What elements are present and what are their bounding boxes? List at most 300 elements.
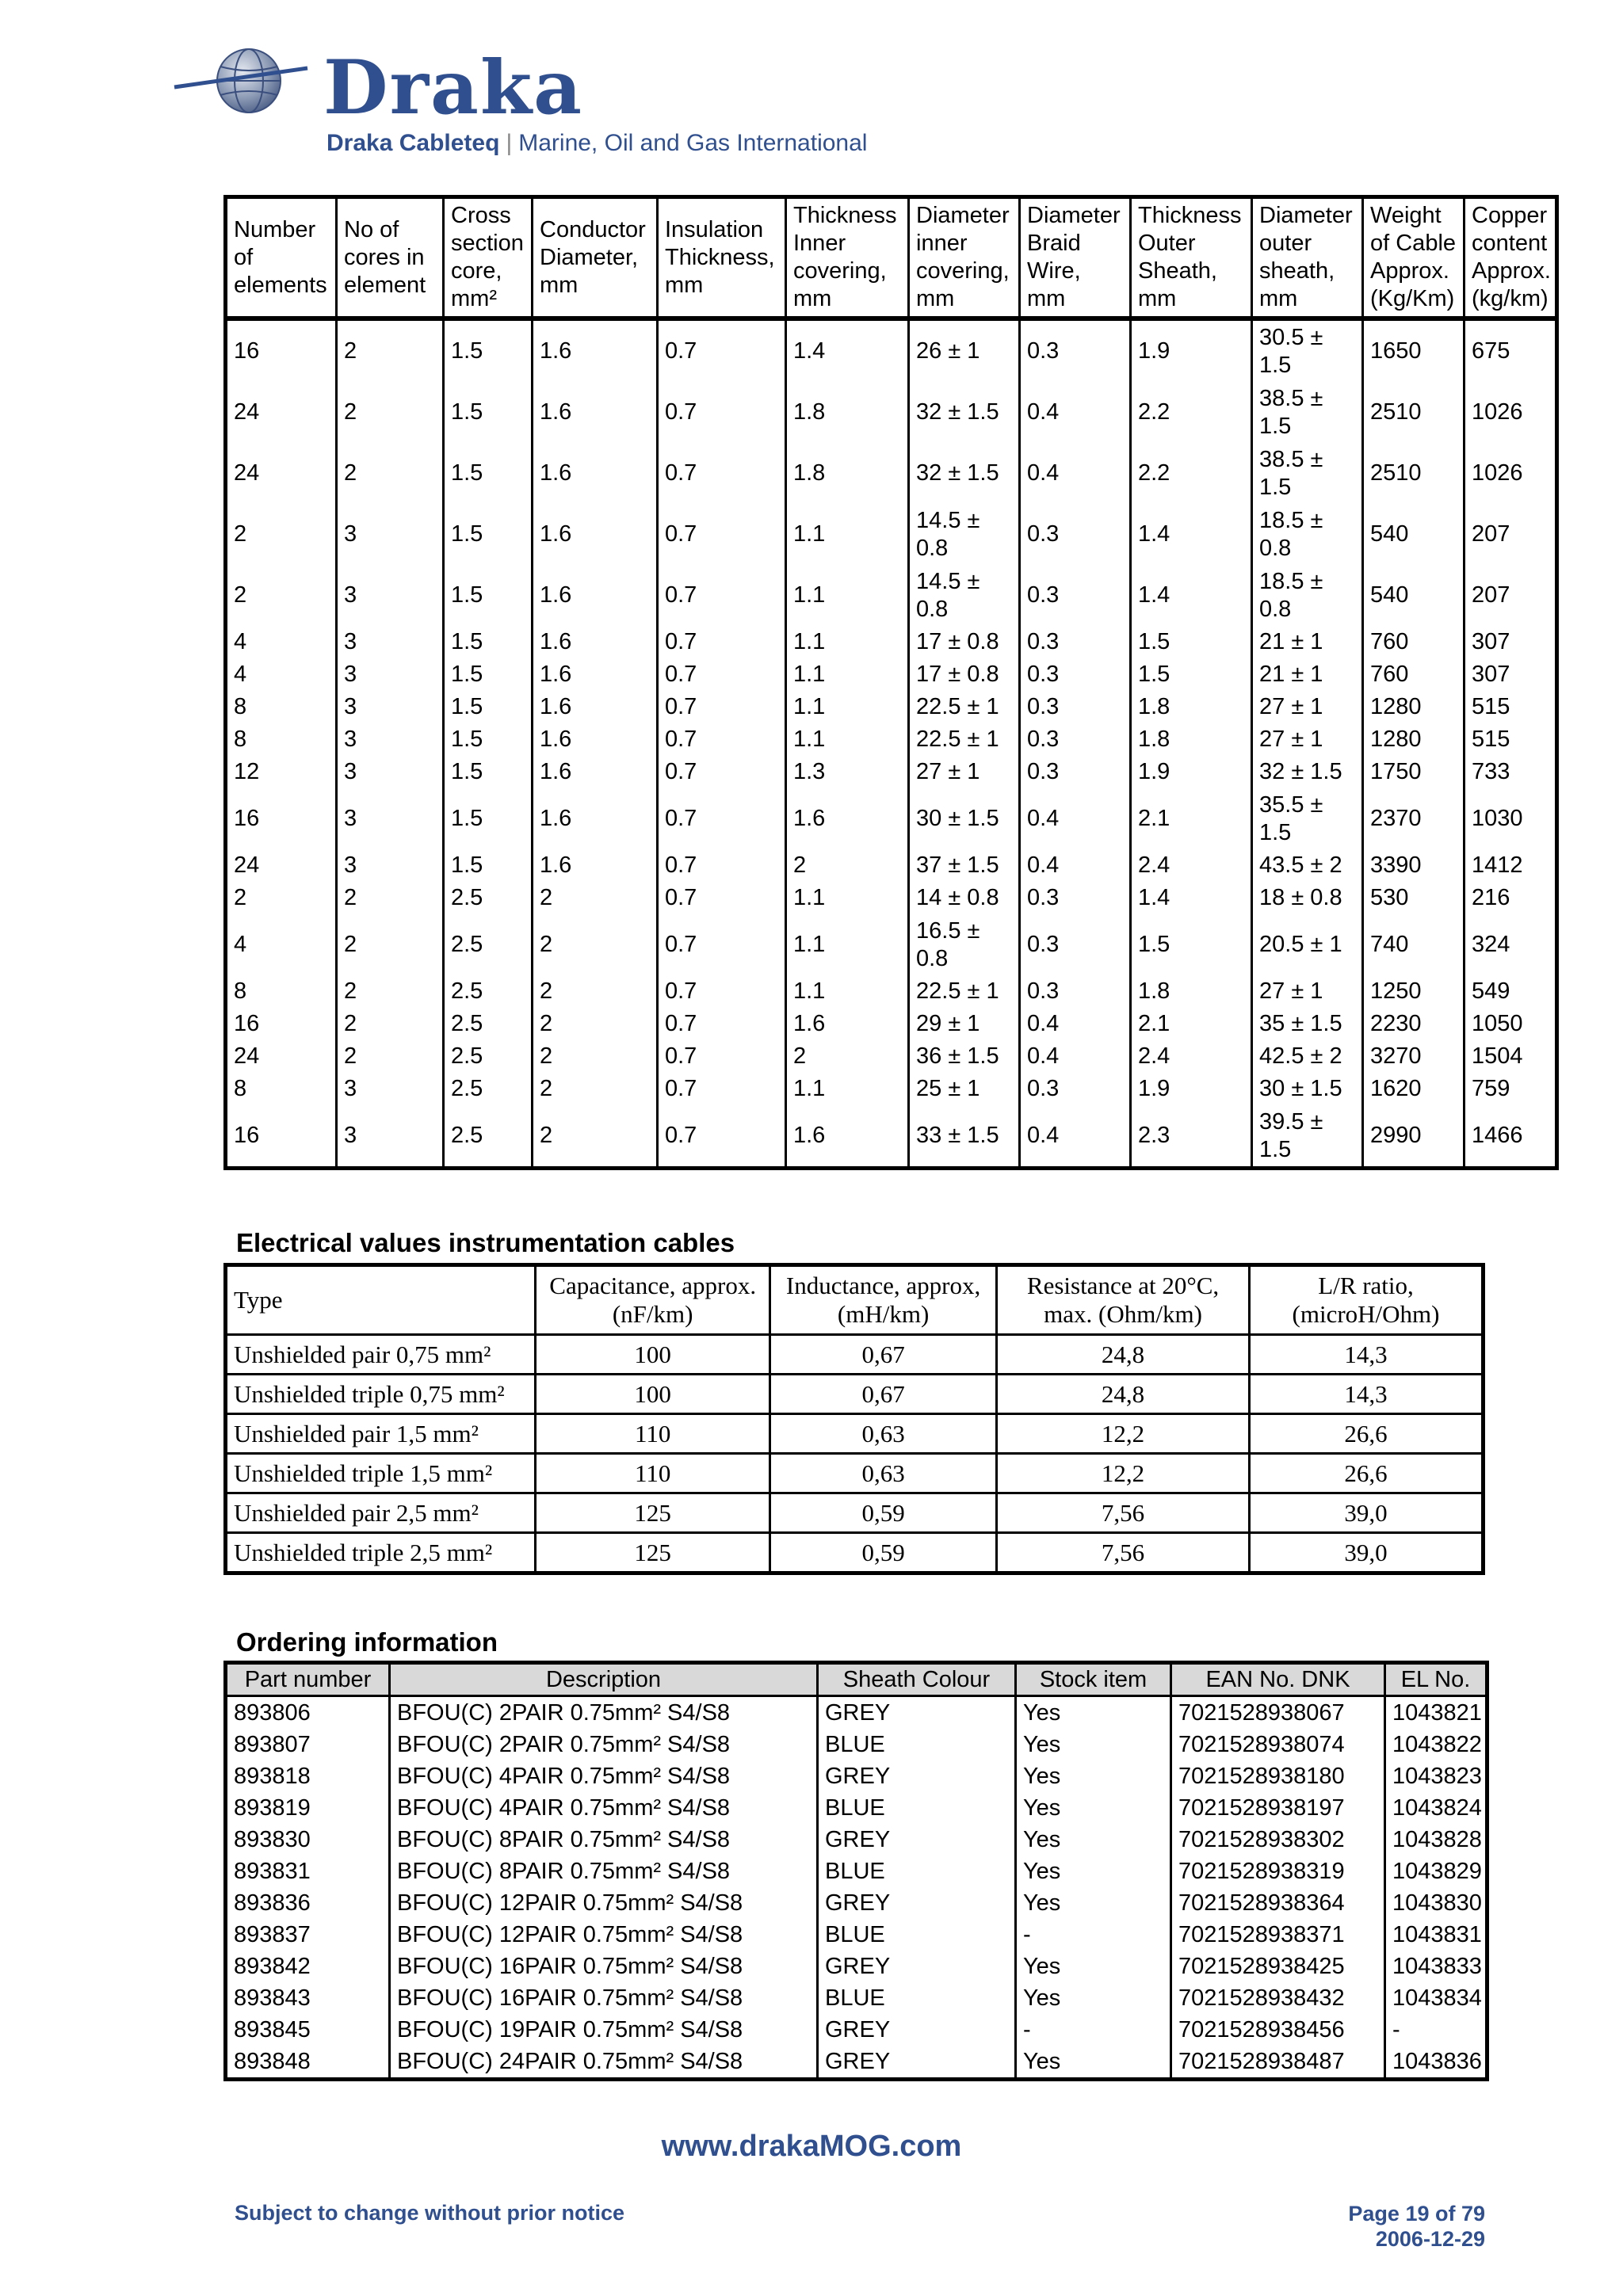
spec-cell: 2510 bbox=[1363, 382, 1465, 443]
table-row bbox=[226, 1073, 1557, 1105]
spec-cell: 2.2 bbox=[1131, 382, 1252, 443]
spec-cell: 27 ± 1 bbox=[1252, 723, 1363, 756]
spec-cell: 2 bbox=[337, 975, 444, 1008]
spec-cell: 1.6 bbox=[533, 626, 658, 658]
spec-cell: 3 bbox=[337, 849, 444, 882]
spec-cell: 2.1 bbox=[1131, 788, 1252, 849]
ordering-cell: 7021528938364 bbox=[1171, 1887, 1385, 1919]
ordering-header-cell: Description bbox=[390, 1663, 818, 1696]
ordering-cell: BFOU(C) 12PAIR 0.75mm² S4/S8 bbox=[390, 1919, 818, 1951]
spec-cell: 42.5 ± 2 bbox=[1252, 1040, 1363, 1073]
spec-cell: 1620 bbox=[1363, 1073, 1465, 1105]
spec-cell: 1.5 bbox=[444, 504, 533, 565]
spec-cell: 1250 bbox=[1363, 975, 1465, 1008]
spec-cell: 1.8 bbox=[786, 443, 909, 504]
spec-cell: 1.6 bbox=[786, 788, 909, 849]
ordering-cell: GREY bbox=[818, 1760, 1016, 1792]
spec-cell: 1.5 bbox=[444, 658, 533, 691]
spec-cell: 1026 bbox=[1472, 399, 1523, 425]
ordering-cell: 1043833 bbox=[1392, 1953, 1482, 1979]
table-row bbox=[226, 658, 1557, 691]
ordering-cell: GREY bbox=[818, 2014, 1016, 2046]
spec-cell: 0.7 bbox=[658, 1073, 786, 1105]
spec-cell: 0.3 bbox=[1020, 975, 1131, 1008]
spec-cell: 1.1 bbox=[786, 626, 909, 658]
table-row bbox=[226, 1982, 1487, 2014]
spec-cell: 1.5 bbox=[444, 626, 533, 658]
spec-cell: 1.1 bbox=[786, 882, 909, 914]
spec-cell: 1.5 bbox=[444, 691, 533, 723]
globe-logo-icon bbox=[173, 44, 315, 124]
spec-cell: 30.5 ± 1.5 bbox=[1252, 318, 1363, 382]
ordering-cell: 7021528938180 bbox=[1171, 1760, 1385, 1792]
spec-header-row bbox=[226, 197, 1557, 319]
spec-cell: 1.1 bbox=[786, 565, 909, 626]
spec-cell: 18.5 ± 0.8 bbox=[1252, 565, 1363, 626]
ordering-header-cell: Sheath Colour bbox=[818, 1663, 1016, 1696]
spec-cell: 0.3 bbox=[1020, 756, 1131, 788]
ordering-cell: 1043831 bbox=[1392, 1921, 1482, 1947]
spec-cell: 8 bbox=[226, 691, 337, 723]
ordering-cell: BLUE bbox=[818, 1792, 1016, 1824]
spec-cell: 1.9 bbox=[1131, 318, 1252, 382]
spec-cell: 24 bbox=[226, 849, 337, 882]
spec-cell: 43.5 ± 2 bbox=[1252, 849, 1363, 882]
spec-cell: 1.6 bbox=[533, 565, 658, 626]
spec-cell: 2.5 bbox=[444, 975, 533, 1008]
table-row bbox=[226, 1008, 1557, 1040]
spec-cell: 1.5 bbox=[444, 849, 533, 882]
ordering-cell: 1043834 bbox=[1392, 1985, 1482, 2011]
spec-header-cell: Thickness Inner covering, mm bbox=[786, 197, 909, 319]
ordering-header-cell: Part number bbox=[226, 1663, 390, 1696]
ordering-cell: Yes bbox=[1016, 1982, 1171, 2014]
electrical-cell: 24,8 bbox=[997, 1375, 1250, 1414]
ordering-cell: 7021528938425 bbox=[1171, 1951, 1385, 1982]
spec-cell: 16 bbox=[226, 1008, 337, 1040]
spec-cell: 1.5 bbox=[444, 756, 533, 788]
table-row bbox=[226, 1335, 1484, 1375]
spec-cell: 16 bbox=[226, 318, 337, 382]
spec-cell: 540 bbox=[1363, 504, 1465, 565]
spec-cell: 39.5 ± 1.5 bbox=[1252, 1105, 1363, 1169]
electrical-cell: 0,59 bbox=[770, 1533, 997, 1573]
spec-cell: 24 bbox=[226, 382, 337, 443]
spec-cell: 2370 bbox=[1363, 788, 1465, 849]
ordering-cell: 893806 bbox=[226, 1696, 390, 1730]
spec-cell: 3390 bbox=[1363, 849, 1465, 882]
spec-header-cell: Cross section core, mm² bbox=[444, 197, 533, 319]
brand-tagline bbox=[327, 130, 867, 157]
spec-cell: 1504 bbox=[1472, 1043, 1523, 1069]
spec-cell: 0.7 bbox=[658, 565, 786, 626]
spec-cell: 0.4 bbox=[1020, 849, 1131, 882]
spec-cell: 0.4 bbox=[1020, 1040, 1131, 1073]
spec-cell: 2.5 bbox=[444, 914, 533, 975]
spec-cell: 2 bbox=[337, 1040, 444, 1073]
spec-cell: 2990 bbox=[1363, 1105, 1465, 1169]
table-row bbox=[226, 382, 1557, 443]
ordering-cell: BFOU(C) 12PAIR 0.75mm² S4/S8 bbox=[390, 1887, 818, 1919]
spec-cell: 1.5 bbox=[1131, 626, 1252, 658]
spec-cell: 2 bbox=[533, 1073, 658, 1105]
ordering-cell: 7021528938319 bbox=[1171, 1855, 1385, 1887]
spec-cell: 22.5 ± 1 bbox=[909, 975, 1020, 1008]
spec-cell: 4 bbox=[226, 914, 337, 975]
ordering-section-title: Ordering information bbox=[236, 1627, 498, 1657]
spec-cell: 1.5 bbox=[1131, 658, 1252, 691]
spec-cell: 2 bbox=[786, 1040, 909, 1073]
spec-cell: 2 bbox=[533, 1040, 658, 1073]
spec-cell: 0.3 bbox=[1020, 565, 1131, 626]
spec-cell: 1.4 bbox=[1131, 882, 1252, 914]
spec-cell: 1412 bbox=[1472, 852, 1523, 878]
spec-cell: 0.7 bbox=[658, 849, 786, 882]
spec-header-cell: Insulation Thickness, mm bbox=[658, 197, 786, 319]
spec-cell: 760 bbox=[1363, 626, 1465, 658]
spec-cell: 733 bbox=[1472, 759, 1510, 784]
spec-cell: 3 bbox=[337, 691, 444, 723]
spec-cell: 0.7 bbox=[658, 788, 786, 849]
ordering-cell: Yes bbox=[1016, 1887, 1171, 1919]
electrical-cell: 0,67 bbox=[770, 1335, 997, 1375]
ordering-cell: GREY bbox=[818, 1824, 1016, 1855]
spec-cell: 1.4 bbox=[1131, 565, 1252, 626]
spec-cell: 1.6 bbox=[533, 443, 658, 504]
spec-cell: 1.6 bbox=[533, 658, 658, 691]
ordering-cell: 893843 bbox=[226, 1982, 390, 2014]
spec-cell: 32 ± 1.5 bbox=[909, 443, 1020, 504]
electrical-cell: 12,2 bbox=[997, 1414, 1250, 1454]
electrical-cell: 24,8 bbox=[997, 1335, 1250, 1375]
ordering-cell: 893848 bbox=[226, 2046, 390, 2080]
spec-cell: 2.5 bbox=[444, 1105, 533, 1169]
ordering-cell: 1043822 bbox=[1392, 1731, 1482, 1757]
table-row bbox=[226, 723, 1557, 756]
table-row bbox=[226, 2014, 1487, 2046]
spec-cell: 1026 bbox=[1472, 460, 1523, 486]
spec-cell: 0.4 bbox=[1020, 443, 1131, 504]
spec-cell: 38.5 ± 1.5 bbox=[1252, 382, 1363, 443]
ordering-cell: BFOU(C) 4PAIR 0.75mm² S4/S8 bbox=[390, 1792, 818, 1824]
spec-cell: 1.6 bbox=[533, 504, 658, 565]
electrical-header-cell: Inductance, approx, (mH/km) bbox=[770, 1265, 997, 1335]
spec-cell: 1.1 bbox=[786, 658, 909, 691]
spec-cell: 0.3 bbox=[1020, 723, 1131, 756]
electrical-header-cell: Type bbox=[226, 1265, 536, 1335]
electrical-cell: Unshielded pair 1,5 mm² bbox=[226, 1414, 536, 1454]
ordering-cell: BFOU(C) 24PAIR 0.75mm² S4/S8 bbox=[390, 2046, 818, 2080]
electrical-cell: 26,6 bbox=[1250, 1454, 1484, 1493]
spec-cell: 22.5 ± 1 bbox=[909, 691, 1020, 723]
spec-cell: 2 bbox=[337, 914, 444, 975]
ordering-cell: 893837 bbox=[226, 1919, 390, 1951]
spec-cell: 1.4 bbox=[1131, 504, 1252, 565]
spec-cell: 18.5 ± 0.8 bbox=[1252, 504, 1363, 565]
spec-cell: 1030 bbox=[1472, 806, 1523, 831]
spec-cell: 1.6 bbox=[786, 1008, 909, 1040]
electrical-cell: 0,63 bbox=[770, 1414, 997, 1454]
spec-cell: 1.5 bbox=[444, 723, 533, 756]
spec-cell: 0.3 bbox=[1020, 626, 1131, 658]
ordering-cell: BFOU(C) 2PAIR 0.75mm² S4/S8 bbox=[390, 1729, 818, 1760]
table-row bbox=[226, 1454, 1484, 1493]
electrical-cell: 0,67 bbox=[770, 1375, 997, 1414]
spec-cell: 0.7 bbox=[658, 1008, 786, 1040]
ordering-cell: 1043836 bbox=[1392, 2048, 1482, 2074]
spec-cell: 1.6 bbox=[533, 382, 658, 443]
table-row bbox=[226, 1824, 1487, 1855]
ordering-cell: Yes bbox=[1016, 1729, 1171, 1760]
electrical-cell: 39,0 bbox=[1250, 1533, 1484, 1573]
ordering-cell: - bbox=[1016, 1919, 1171, 1951]
spec-cell: 2.3 bbox=[1131, 1105, 1252, 1169]
ordering-cell: BFOU(C) 4PAIR 0.75mm² S4/S8 bbox=[390, 1760, 818, 1792]
spec-cell: 1.8 bbox=[1131, 723, 1252, 756]
ordering-cell: BLUE bbox=[818, 1919, 1016, 1951]
spec-cell: 2 bbox=[337, 443, 444, 504]
spec-cell: 27 ± 1 bbox=[909, 756, 1020, 788]
tagline-separator: | bbox=[506, 130, 513, 156]
spec-cell: 2 bbox=[337, 382, 444, 443]
ordering-header-cell: EL No. bbox=[1385, 1663, 1487, 1696]
spec-header-cell: Diameter outer sheath, mm bbox=[1252, 197, 1363, 319]
spec-cell: 0.3 bbox=[1020, 504, 1131, 565]
spec-cell: 2 bbox=[533, 1008, 658, 1040]
spec-cell: 0.7 bbox=[658, 975, 786, 1008]
table-row bbox=[226, 626, 1557, 658]
spec-cell: 16 bbox=[226, 1105, 337, 1169]
spec-cell: 4 bbox=[226, 658, 337, 691]
spec-cell: 0.3 bbox=[1020, 1073, 1131, 1105]
table-row bbox=[226, 882, 1557, 914]
electrical-cell: 26,6 bbox=[1250, 1414, 1484, 1454]
table-row bbox=[226, 504, 1557, 565]
spec-cell: 2.5 bbox=[444, 882, 533, 914]
table-row bbox=[226, 1855, 1487, 1887]
ordering-cell: 893845 bbox=[226, 2014, 390, 2046]
spec-cell: 16 bbox=[226, 788, 337, 849]
ordering-cell: GREY bbox=[818, 1951, 1016, 1982]
ordering-cell: BFOU(C) 2PAIR 0.75mm² S4/S8 bbox=[390, 1696, 818, 1730]
electrical-cell: 125 bbox=[536, 1493, 770, 1533]
ordering-cell: 893836 bbox=[226, 1887, 390, 1919]
spec-cell: 1.4 bbox=[786, 318, 909, 382]
ordering-cell: BFOU(C) 19PAIR 0.75mm² S4/S8 bbox=[390, 2014, 818, 2046]
table-row bbox=[226, 1375, 1484, 1414]
electrical-cell: 14,3 bbox=[1250, 1335, 1484, 1375]
table-row bbox=[226, 788, 1557, 849]
table-row bbox=[226, 975, 1557, 1008]
spec-cell: 17 ± 0.8 bbox=[909, 658, 1020, 691]
spec-cell: 0.3 bbox=[1020, 691, 1131, 723]
spec-cell: 1.8 bbox=[1131, 691, 1252, 723]
spec-cell: 0.3 bbox=[1020, 318, 1131, 382]
spec-cell: 16.5 ± 0.8 bbox=[909, 914, 1020, 975]
table-row bbox=[226, 443, 1557, 504]
electrical-cell: 0,59 bbox=[770, 1493, 997, 1533]
ordering-header-row bbox=[226, 1663, 1487, 1696]
ordering-cell: 893818 bbox=[226, 1760, 390, 1792]
spec-cell: 2 bbox=[533, 882, 658, 914]
spec-cell: 216 bbox=[1472, 885, 1510, 910]
spec-cell: 1.5 bbox=[444, 565, 533, 626]
spec-cell: 1.1 bbox=[786, 914, 909, 975]
spec-cell: 3 bbox=[337, 788, 444, 849]
spec-cell: 2.1 bbox=[1131, 1008, 1252, 1040]
spec-cell: 2510 bbox=[1363, 443, 1465, 504]
spec-cell: 0.3 bbox=[1020, 882, 1131, 914]
spec-cell: 540 bbox=[1363, 565, 1465, 626]
spec-cell: 1.6 bbox=[533, 756, 658, 788]
spec-cell: 2230 bbox=[1363, 1008, 1465, 1040]
spec-cell: 12 bbox=[226, 756, 337, 788]
electrical-cell: Unshielded triple 2,5 mm² bbox=[226, 1533, 536, 1573]
table-row bbox=[226, 1414, 1484, 1454]
spec-cell: 14.5 ± 0.8 bbox=[909, 565, 1020, 626]
spec-cell: 1466 bbox=[1472, 1123, 1523, 1148]
spec-header-cell: Copper content Approx. (kg/km) bbox=[1465, 197, 1557, 319]
spec-cell: 0.4 bbox=[1020, 1008, 1131, 1040]
ordering-cell: Yes bbox=[1016, 1855, 1171, 1887]
table-row bbox=[226, 1792, 1487, 1824]
spec-cell: 27 ± 1 bbox=[1252, 691, 1363, 723]
spec-cell: 29 ± 1 bbox=[909, 1008, 1020, 1040]
electrical-cell: 0,63 bbox=[770, 1454, 997, 1493]
spec-cell: 2.4 bbox=[1131, 849, 1252, 882]
spec-cell: 0.7 bbox=[658, 318, 786, 382]
spec-cell: 35.5 ± 1.5 bbox=[1252, 788, 1363, 849]
page-number: Page 19 of 79 bbox=[1348, 2202, 1485, 2225]
spec-cell: 2.4 bbox=[1131, 1040, 1252, 1073]
spec-cell: 1.6 bbox=[533, 788, 658, 849]
ordering-cell: 1043824 bbox=[1392, 1794, 1482, 1821]
spec-cell: 21 ± 1 bbox=[1252, 658, 1363, 691]
spec-cell: 3 bbox=[337, 565, 444, 626]
spec-cell: 1.6 bbox=[786, 1105, 909, 1169]
spec-cell: 307 bbox=[1472, 662, 1510, 687]
spec-cell: 18 ± 0.8 bbox=[1252, 882, 1363, 914]
cable-spec-table bbox=[223, 195, 1559, 1170]
electrical-cell: 12,2 bbox=[997, 1454, 1250, 1493]
electrical-header-cell: Resistance at 20°C, max. (Ohm/km) bbox=[997, 1265, 1250, 1335]
spec-cell: 0.7 bbox=[658, 914, 786, 975]
spec-cell: 1.5 bbox=[444, 788, 533, 849]
spec-cell: 1.5 bbox=[444, 443, 533, 504]
ordering-cell: 7021528938487 bbox=[1171, 2046, 1385, 2080]
ordering-cell: GREY bbox=[818, 1887, 1016, 1919]
electrical-cell: 110 bbox=[536, 1454, 770, 1493]
table-row bbox=[226, 1533, 1484, 1573]
electrical-cell: 7,56 bbox=[997, 1493, 1250, 1533]
table-row bbox=[226, 849, 1557, 882]
electrical-cell: 7,56 bbox=[997, 1533, 1250, 1573]
ordering-cell: BFOU(C) 16PAIR 0.75mm² S4/S8 bbox=[390, 1951, 818, 1982]
spec-cell: 2 bbox=[226, 504, 337, 565]
spec-cell: 33 ± 1.5 bbox=[909, 1105, 1020, 1169]
spec-cell: 2.2 bbox=[1131, 443, 1252, 504]
tagline-rest: Marine, Oil and Gas International bbox=[518, 130, 868, 156]
electrical-values-table bbox=[223, 1263, 1485, 1575]
spec-cell: 0.7 bbox=[658, 1040, 786, 1073]
table-row bbox=[226, 1696, 1487, 1730]
spec-cell: 3 bbox=[337, 658, 444, 691]
spec-cell: 1.1 bbox=[786, 1073, 909, 1105]
spec-cell: 515 bbox=[1472, 694, 1510, 719]
spec-cell: 1280 bbox=[1363, 723, 1465, 756]
spec-cell: 2 bbox=[533, 914, 658, 975]
spec-cell: 25 ± 1 bbox=[909, 1073, 1020, 1105]
spec-cell: 1.6 bbox=[533, 691, 658, 723]
ordering-cell: - bbox=[1016, 2014, 1171, 2046]
spec-cell: 0.3 bbox=[1020, 658, 1131, 691]
spec-cell: 1.1 bbox=[786, 691, 909, 723]
table-row bbox=[226, 1105, 1557, 1169]
ordering-cell: Yes bbox=[1016, 1696, 1171, 1730]
spec-header-cell: Number of elements bbox=[226, 197, 337, 319]
electrical-header-cell: L/R ratio, (microH/Ohm) bbox=[1250, 1265, 1484, 1335]
ordering-header-cell: Stock item bbox=[1016, 1663, 1171, 1696]
ordering-cell: 1043821 bbox=[1392, 1699, 1482, 1726]
ordering-cell: 7021528938074 bbox=[1171, 1729, 1385, 1760]
spec-cell: 32 ± 1.5 bbox=[1252, 756, 1363, 788]
spec-cell: 0.7 bbox=[658, 382, 786, 443]
ordering-cell: 7021528938302 bbox=[1171, 1824, 1385, 1855]
ordering-cell: 1043823 bbox=[1392, 1763, 1482, 1789]
electrical-cell: Unshielded pair 0,75 mm² bbox=[226, 1335, 536, 1375]
ordering-cell: 7021528938197 bbox=[1171, 1792, 1385, 1824]
spec-cell: 1.5 bbox=[1131, 914, 1252, 975]
ordering-cell: 1043829 bbox=[1392, 1858, 1482, 1884]
ordering-cell: 1043828 bbox=[1392, 1826, 1482, 1852]
spec-cell: 0.7 bbox=[658, 756, 786, 788]
spec-cell: 1.6 bbox=[533, 849, 658, 882]
spec-cell: 2 bbox=[226, 882, 337, 914]
spec-cell: 530 bbox=[1363, 882, 1465, 914]
spec-cell: 1.9 bbox=[1131, 1073, 1252, 1105]
spec-cell: 2.5 bbox=[444, 1040, 533, 1073]
ordering-cell: Yes bbox=[1016, 1760, 1171, 1792]
spec-cell: 2 bbox=[337, 1008, 444, 1040]
spec-cell: 1.1 bbox=[786, 504, 909, 565]
spec-cell: 1750 bbox=[1363, 756, 1465, 788]
spec-cell: 3270 bbox=[1363, 1040, 1465, 1073]
spec-cell: 14 ± 0.8 bbox=[909, 882, 1020, 914]
brand-name: Draka bbox=[323, 44, 583, 132]
spec-cell: 1.5 bbox=[444, 318, 533, 382]
spec-cell: 1.1 bbox=[786, 975, 909, 1008]
table-row bbox=[226, 1493, 1484, 1533]
electrical-cell: 14,3 bbox=[1250, 1375, 1484, 1414]
spec-cell: 38.5 ± 1.5 bbox=[1252, 443, 1363, 504]
spec-cell: 3 bbox=[337, 723, 444, 756]
spec-cell: 0.7 bbox=[658, 626, 786, 658]
electrical-cell: Unshielded triple 1,5 mm² bbox=[226, 1454, 536, 1493]
footer-website-link[interactable]: www.drakaMOG.com bbox=[661, 2130, 962, 2163]
tagline-bold: Draka Cableteq bbox=[327, 130, 500, 156]
spec-cell: 1.3 bbox=[786, 756, 909, 788]
spec-cell: 30 ± 1.5 bbox=[909, 788, 1020, 849]
spec-cell: 0.7 bbox=[658, 443, 786, 504]
ordering-cell: BFOU(C) 8PAIR 0.75mm² S4/S8 bbox=[390, 1855, 818, 1887]
spec-cell: 0.7 bbox=[658, 504, 786, 565]
spec-cell: 1.6 bbox=[533, 723, 658, 756]
spec-cell: 0.7 bbox=[658, 658, 786, 691]
spec-cell: 675 bbox=[1472, 338, 1510, 364]
table-row bbox=[226, 756, 1557, 788]
electrical-cell: 100 bbox=[536, 1335, 770, 1375]
spec-header-cell: No of cores in element bbox=[337, 197, 444, 319]
